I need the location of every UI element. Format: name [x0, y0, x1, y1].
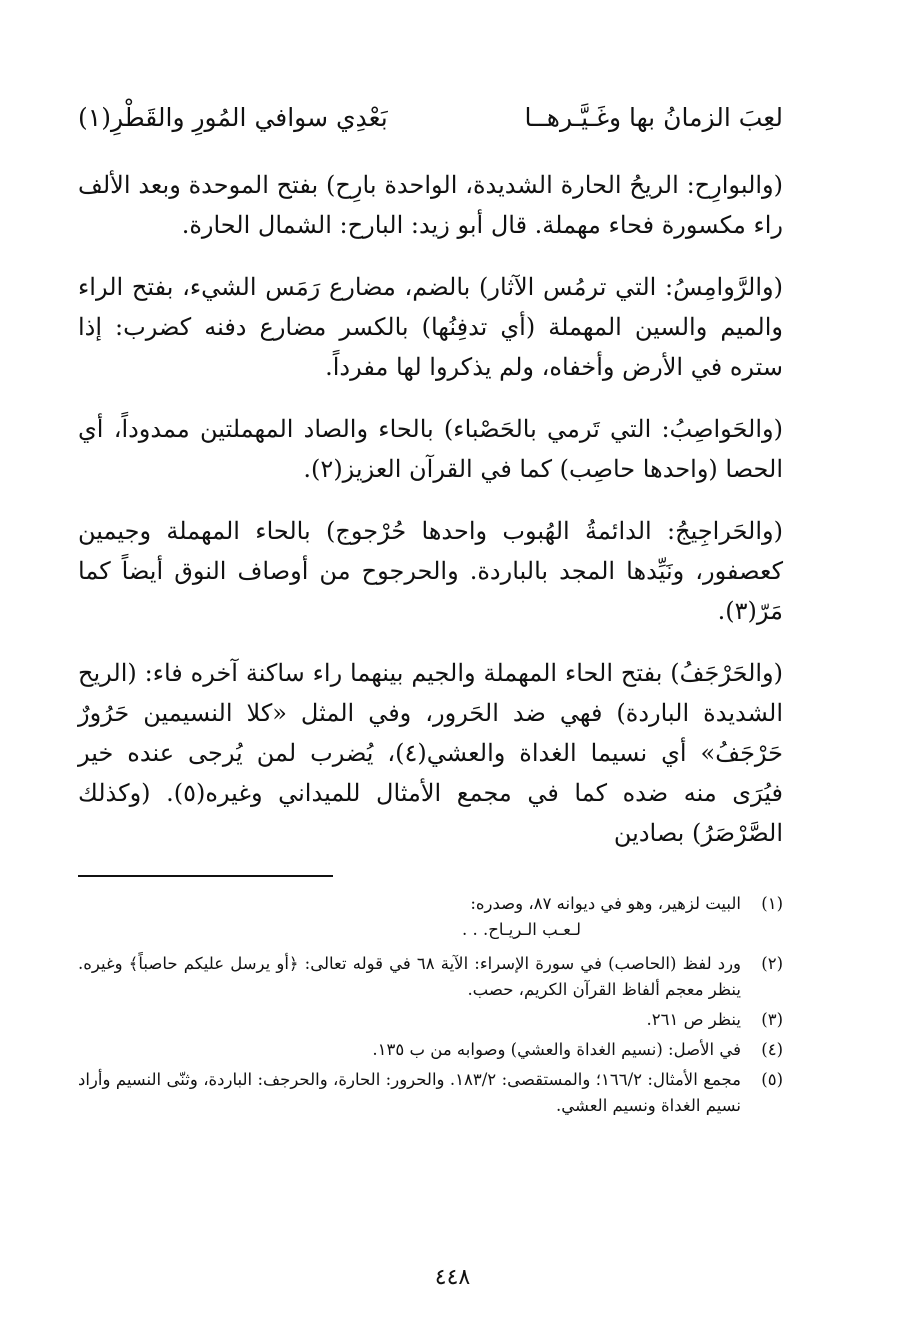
footnote-separator [78, 875, 333, 877]
footnote-number: (٤) [761, 1040, 783, 1059]
footnotes [78, 891, 783, 1119]
paragraph-rawamis: (والرَّوامِسُ: التي ترمُس الآثار) بالضم، مضارع رَمَس الشيء، بفتح الراء والميم والسين المهملة (أي تدفِنُها) بالكسر مضارع دفنه كضرب: إذا ستره في الأرض وأخفاه، ولم يذكروا لها مفرداً. [78, 273, 783, 381]
footnote-number: (٥) [761, 1070, 783, 1089]
footnote-text: مجمع الأمثال: ١٦٦/٢؛ والمستقصى: ١٨٣/٢. والحرور: الحارة، والحرجف: الباردة، وثنّى النسيم وأراد نسيم الغداة ونسيم العشي. [78, 1070, 741, 1115]
footnote-number: (٢) [761, 954, 783, 973]
page-number: ٤٤٨ [434, 1265, 471, 1290]
footnote-item [78, 951, 783, 1003]
footnote-text: ينظر ص ٢٦١. [646, 1010, 741, 1029]
paragraph-hawasib: (والحَواصِبُ: التي تَرمي بالحَصْباء) بالحاء والصاد المهملتين ممدوداً، أي الحصا (واحدها حاصِب) كما في القرآن العزيز(٢). [78, 415, 783, 483]
page-content [78, 95, 783, 1123]
poetry-verse [78, 95, 783, 141]
verse-right-hemistich: لعِبَ الزمانُ بها وغَـيَّـرهــا [524, 103, 783, 132]
footnote-text: ورد لفظ (الحاصب) في سورة الإسراء: الآية ٦٨ في قوله تعالى: ﴿أو يرسل عليكم حاصباً﴾ وغيره. ينظر معجم ألفاظ القرآن الكريم، حصب. [78, 954, 741, 999]
footnote-item [78, 1037, 783, 1063]
footnote-number: (٣) [761, 1010, 783, 1029]
paragraph-harjaf: (والحَرْجَفُ) بفتح الحاء المهملة والجيم بينهما راء ساكنة آخره فاء: (الريح الشديدة الباردة) فهي ضد الحَرور، وفي المثل «كلا النسيمين حَرُورٌ حَرْجَفُ» أي نسيما الغداة والعشي(٤)، يُضرب لمن يُرجى عنده خير فيُرَى منه ضده كما في مجمع الأمثال للميداني وغيره(٥). (وكذلك الصَّرْصَرُ) بصادين [78, 659, 784, 847]
footnote-item [78, 1007, 783, 1033]
paragraph-harajij: (والحَراجِيجُ: الدائمةُ الهُبوب واحدها حُرْجوج) بالحاء المهملة وجيمين كعصفور، ونَيِّدها المجد بالباردة. والحرجوح من أوصاف النوق أيضاً كما مَرّ(٣). [78, 517, 783, 625]
footnote-text: في الأصل: (نسيم الغداة والعشي) وصوابه من ب ١٣٥. [372, 1040, 741, 1059]
footnote-item [78, 1067, 783, 1119]
footnote-number: (١) [761, 894, 783, 913]
paragraph-bawarih: (والبوارِح: الريحُ الحارة الشديدة، الواحدة بارِح) بفتح الموحدة وبعد الألف راء مكسورة فحاء مهملة. قال أبو زيد: البارح: الشمال الحارة. [78, 171, 783, 239]
footnote-text: البيت لزهير، وهو في ديوانه ٨٧، وصدره: [470, 894, 741, 913]
verse-left-hemistich: بَعْدِي سوافي المُورِ والقَطْرِ(١) [78, 103, 388, 132]
footnote-quote: لـعـب الـريـاح. . . [462, 920, 581, 939]
footnote-item [78, 891, 783, 947]
